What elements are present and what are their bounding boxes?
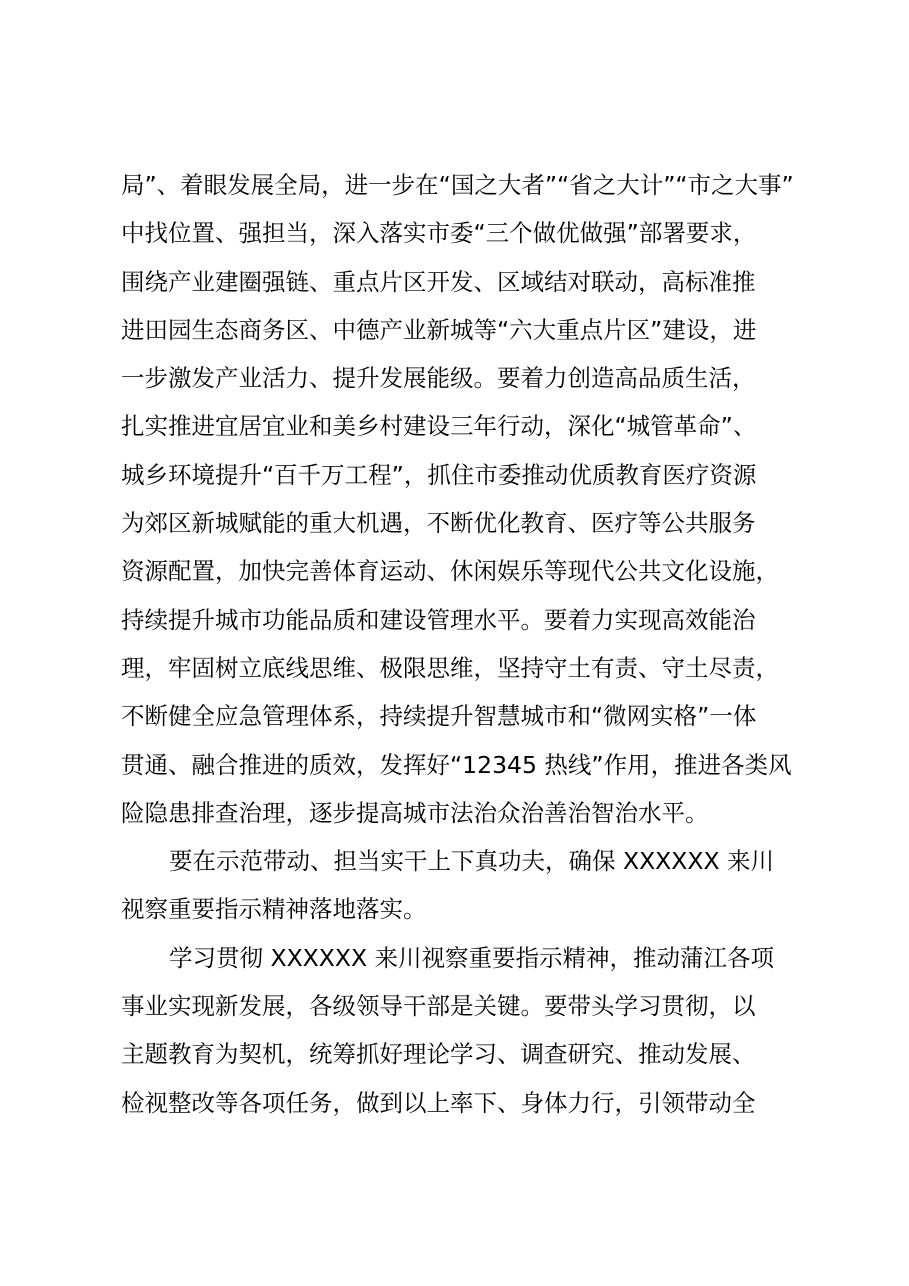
text-line: 一步激发产业活力、提升发展能级。要着力创造高品质生活， bbox=[121, 364, 756, 393]
text-line: 理，牢固树立底线思维、极限思维，坚持守土有责、守土尽责， bbox=[121, 653, 779, 682]
text-line: 主题教育为契机，统筹抓好理论学习、调查研究、推动发展、 bbox=[121, 1040, 756, 1069]
text-line: 贯通、融合推进的质效，发挥好“12345 热线”作用，推进各类风 bbox=[121, 750, 792, 779]
text-line: 进田园生态商务区、中德产业新城等“六大重点片区”建设，进 bbox=[121, 315, 757, 344]
text-line: 中找位置、强担当，深入落实市委“三个做优做强”部署要求， bbox=[121, 219, 757, 248]
text-line: 资源配置，加快完善体育运动、休闲娱乐等现代公共文化设施， bbox=[121, 557, 779, 586]
text-line: 局”、着眼发展全局，进一步在“国之大者”“省之大计”“市之大事” bbox=[121, 171, 794, 199]
text-line: 险隐患排查治理，逐步提高城市法治众治善治智治水平。 bbox=[121, 798, 709, 827]
document-body bbox=[121, 161, 811, 1127]
text-line: 检视整改等各项任务，做到以上率下、身体力行，引领带动全 bbox=[121, 1088, 756, 1117]
text-line: 围绕产业建圈强链、重点片区开发、区域结对联动，高标准推 bbox=[121, 267, 756, 296]
text-line: 为郊区新城赋能的重大机遇，不断优化教育、医疗等公共服务 bbox=[121, 509, 756, 538]
paragraph-first-line: 要在示范带动、担当实干上下真功夫，确保 XXXXXX 来川 bbox=[169, 847, 775, 876]
text-line: 视察重要指示精神落地落实。 bbox=[121, 895, 427, 924]
text-line: 扎实推进宜居宜业和美乡村建设三年行动，深化“城管革命”、 bbox=[121, 412, 757, 441]
text-line: 不断健全应急管理体系，持续提升智慧城市和“微网实格”一体 bbox=[121, 702, 757, 731]
text-line: 事业实现新发展，各级领导干部是关键。要带头学习贯彻，以 bbox=[121, 992, 756, 1021]
paragraph-first-line: 学习贯彻 XXXXXX 来川视察重要指示精神，推动蒲江各项 bbox=[169, 943, 775, 972]
text-line: 持续提升城市功能品质和建设管理水平。要着力实现高效能治 bbox=[121, 605, 756, 634]
text-line: 城乡环境提升“百千万工程”，抓住市委推动优质教育医疗资源 bbox=[121, 460, 757, 489]
